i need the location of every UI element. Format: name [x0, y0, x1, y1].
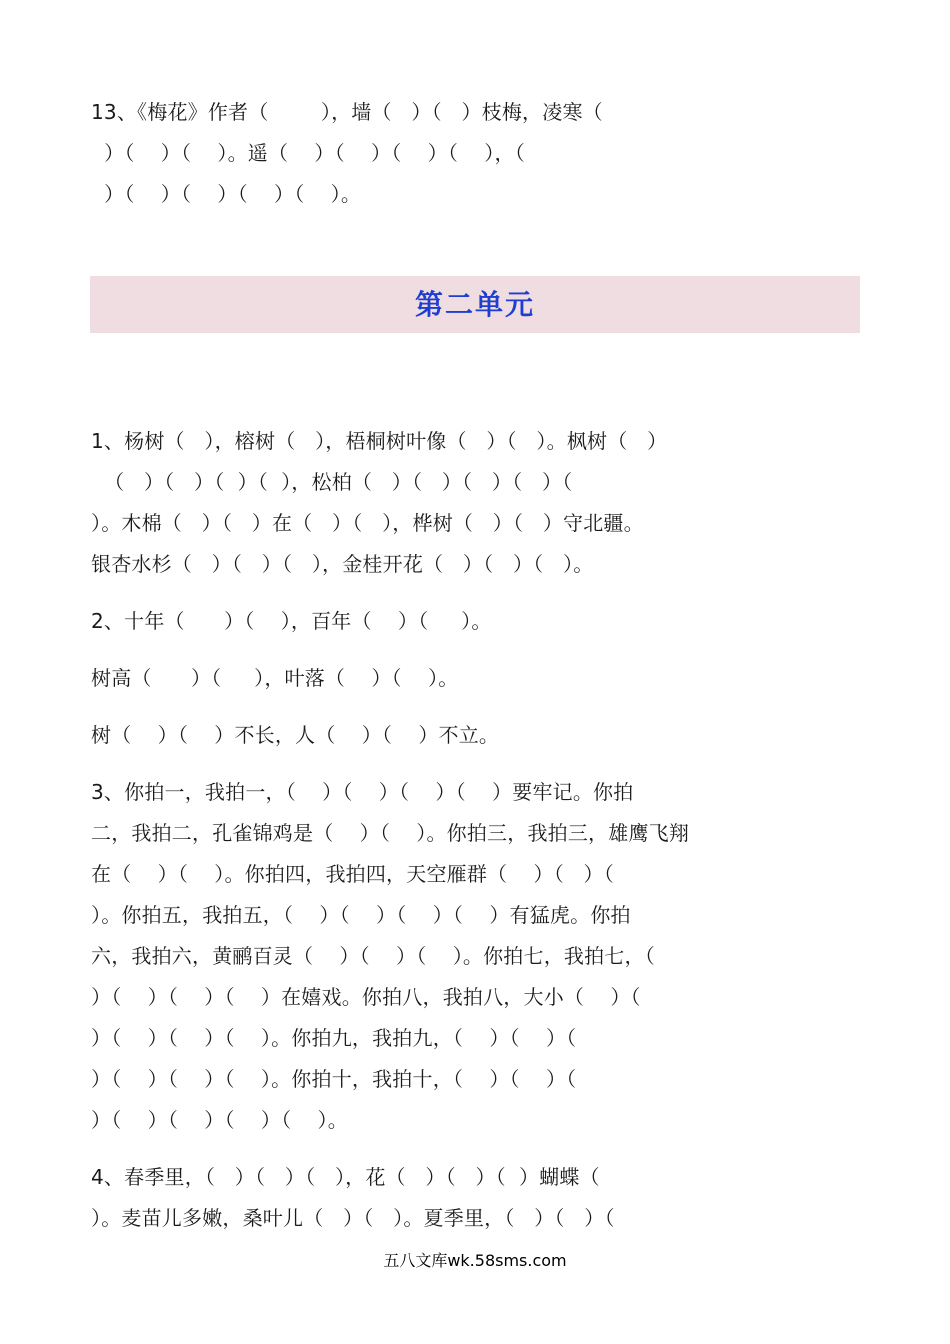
- q3-line-4: ）。你拍五，我拍五，（ ）（ ）（ ）（ ）有猛虎。你拍: [91, 903, 631, 927]
- q3-line-8: ）（ ）（ ）（ ）。你拍十，我拍十，（ ）（ ）（: [91, 1067, 577, 1091]
- q4-line-1: 4、春季里，（ ）（ ）（ ），花（ ）（ ）（ ）蝴蝶（: [91, 1165, 600, 1189]
- q2-line-1: 2、十年（ ）（ ），百年（ ）（ ）。: [91, 609, 492, 633]
- q2-line-3: 树（ ）（ ）不长，人（ ）（ ）不立。: [91, 723, 500, 747]
- q4-line-2: ）。麦苗儿多嫩，桑叶儿（ ）（ ）。夏季里，（ ）（ ）（: [91, 1206, 615, 1230]
- q3-line-2: 二，我拍二，孔雀锦鸡是（ ）（ ）。你拍三，我拍三，雄鹰飞翔: [91, 821, 690, 845]
- q13-line-1: 13、《梅花》作者（ ），墙（ ）（ ）枝梅，凌寒（: [91, 100, 603, 124]
- q1-line-4: 银杏水杉（ ）（ ）（ ），金桂开花（ ）（ ）（ ）。: [91, 552, 594, 576]
- q2-line-2: 树高（ ）（ ），叶落（ ）（ ）。: [91, 666, 459, 690]
- unit-banner: [90, 276, 860, 333]
- q13-line-2: ）（ ）（ ）。遥（ ）（ ）（ ）（ ），（: [91, 141, 525, 165]
- q3-line-7: ）（ ）（ ）（ ）。你拍九，我拍九，（ ）（ ）（: [91, 1026, 577, 1050]
- q1-line-1: 1、杨树（ ），榕树（ ），梧桐树叶像（ ）（ ）。枫树（ ）: [91, 429, 668, 453]
- q13-line-3: ）（ ）（ ）（ ）（ ）。: [91, 182, 362, 206]
- unit-title: 第二单元: [414, 288, 535, 321]
- q3-line-1: 3、你拍一，我拍一，（ ）（ ）（ ）（ ）要牢记。你拍: [91, 780, 634, 804]
- q1-line-3: ）。木棉（ ）（ ）在（ ）（ ），桦树（ ）（ ）守北疆。: [91, 511, 644, 535]
- q3-line-6: ）（ ）（ ）（ ）在嬉戏。你拍八，我拍八，大小（ ）（: [91, 985, 641, 1009]
- q3-line-9: ）（ ）（ ）（ ）（ ）。: [91, 1108, 348, 1132]
- q1-line-2: （ ）（ ）（ ）（ ），松柏（ ）（ ）（ ）（ ）（: [91, 470, 573, 494]
- q3-line-3: 在（ ）（ ）。你拍四，我拍四，天空雁群（ ）（ ）（: [91, 862, 614, 886]
- q3-line-5: 六，我拍六，黄鹂百灵（ ）（ ）（ ）。你拍七，我拍七，（: [91, 944, 655, 968]
- footer-watermark: 五八文库wk.58sms.com: [383, 1251, 567, 1270]
